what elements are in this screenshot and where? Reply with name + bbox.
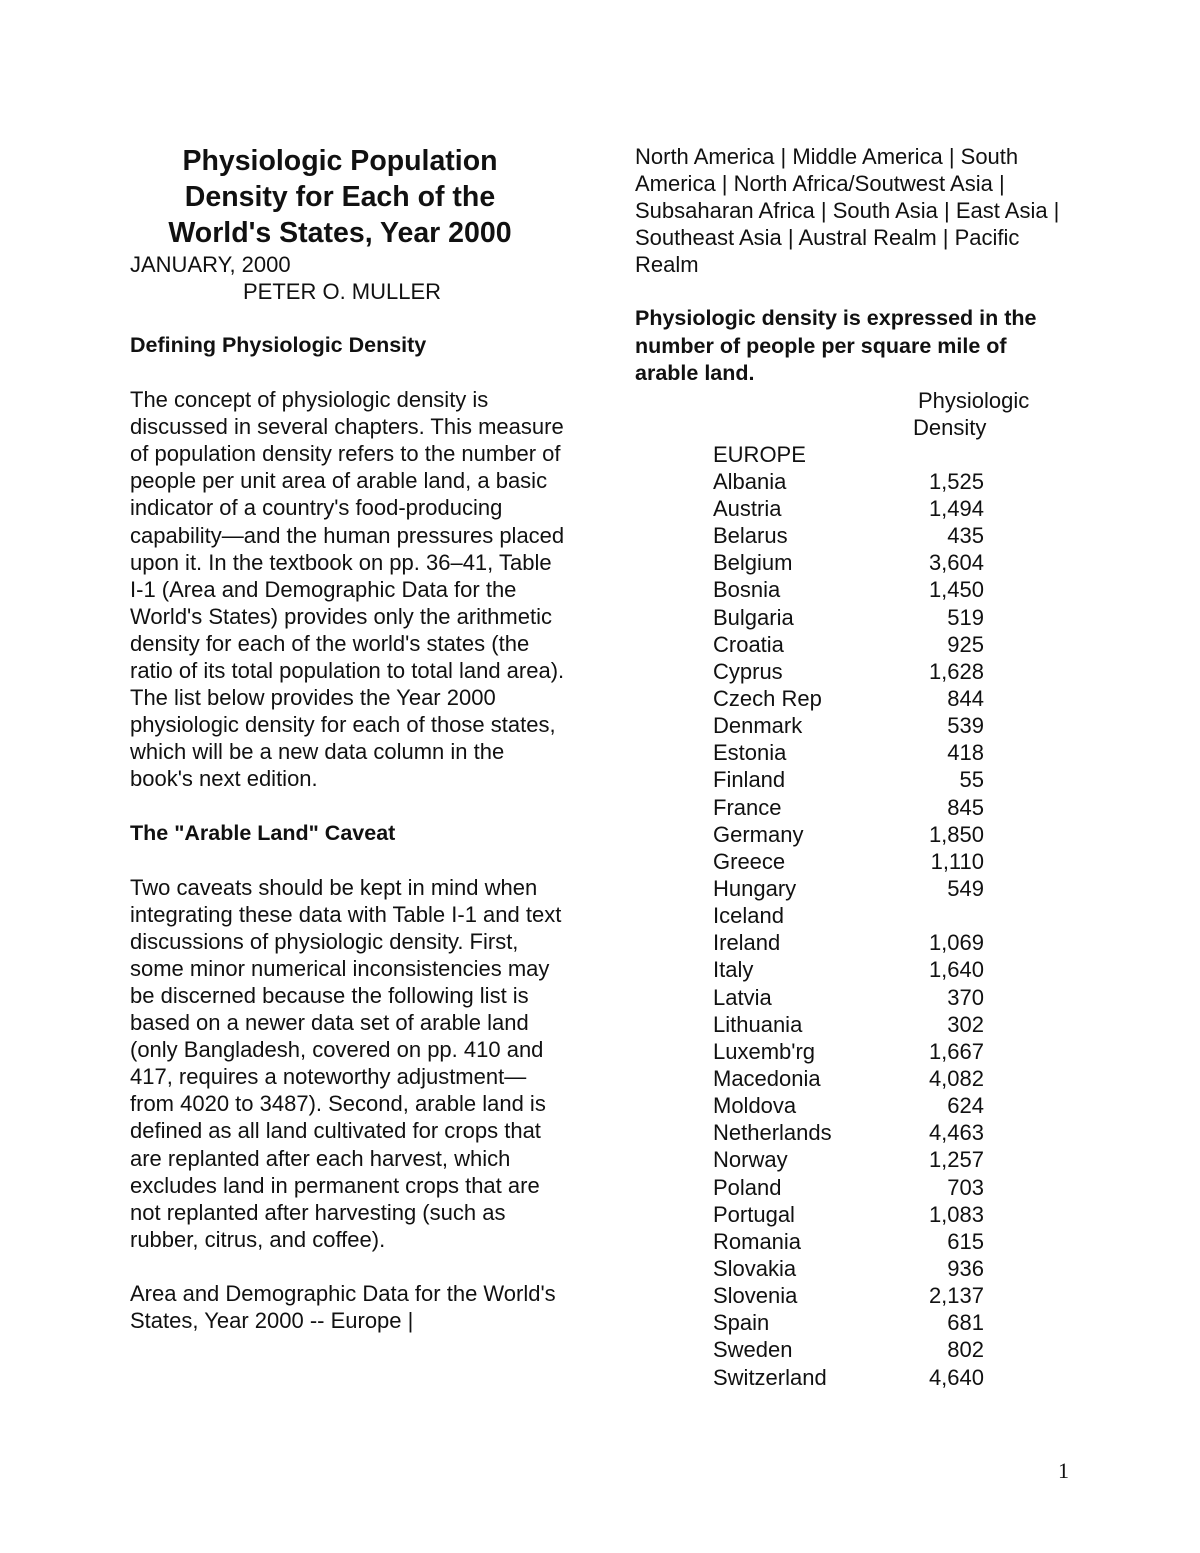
table-row bbox=[635, 685, 1075, 712]
document-date: JANUARY, 2000 bbox=[130, 252, 291, 277]
country-name: France bbox=[713, 794, 782, 820]
table-row bbox=[635, 875, 1075, 902]
table-row bbox=[635, 522, 1075, 549]
table-row bbox=[635, 712, 1075, 739]
density-value: 802 bbox=[947, 1337, 984, 1363]
density-value: 370 bbox=[947, 984, 984, 1010]
country-name: Hungary bbox=[713, 876, 797, 902]
right-column bbox=[635, 143, 1075, 1391]
density-value: 2,137 bbox=[928, 1283, 984, 1309]
density-table bbox=[635, 468, 1075, 1391]
table-row bbox=[635, 739, 1075, 766]
density-value: 703 bbox=[947, 1174, 984, 1200]
country-name: Greece bbox=[713, 848, 786, 874]
section-body-defining: The concept of physiologic density is discussed in several chapters. This measure of population density refers to the number of people per unit area of arable land, a basic indicator of a country's food-producing capability—and the human pressures placed upon it. In the textbook on pp. 36–41, Table I-1 (Area and Demographic Data for the World's States) provides only the arithmetic density for each of the world's states (the ratio of its total population to total land area). The list below provides the Year 2000 physiologic density for each of those states, which will be a new data column in the book's next edition. bbox=[130, 387, 565, 792]
density-value: 539 bbox=[947, 713, 984, 739]
density-value: 3,604 bbox=[928, 550, 984, 576]
density-value: 1,257 bbox=[928, 1147, 984, 1173]
density-value: 681 bbox=[947, 1310, 984, 1336]
density-value: 936 bbox=[947, 1255, 984, 1281]
country-name: Slovenia bbox=[713, 1283, 798, 1309]
country-name: Moldova bbox=[713, 1093, 797, 1119]
nav-region-links[interactable]: North America | Middle America | South America | North Africa/Soutwest Asia | Subsaharan Africa | South Asia | East Asia | Southeast Asia | Austral Realm | Pacific Realm bbox=[635, 144, 1060, 278]
table-row bbox=[635, 766, 1075, 793]
table-row bbox=[635, 1201, 1075, 1228]
country-name: Bosnia bbox=[713, 577, 781, 603]
density-value: 435 bbox=[947, 523, 984, 549]
density-column-header bbox=[913, 387, 1075, 441]
expressed-note: Physiologic density is expressed in the number of people per square mile of arable land. bbox=[635, 306, 1037, 385]
density-value: 4,640 bbox=[928, 1364, 984, 1390]
country-name: Spain bbox=[713, 1310, 770, 1336]
density-value: 4,463 bbox=[928, 1120, 984, 1146]
table-row bbox=[635, 658, 1075, 685]
density-header-line1: Physiologic bbox=[918, 387, 1030, 413]
left-column bbox=[130, 143, 570, 1334]
country-name: Switzerland bbox=[713, 1364, 827, 1390]
table-row bbox=[635, 576, 1075, 603]
density-value: 1,110 bbox=[930, 848, 984, 874]
density-value: 1,667 bbox=[928, 1038, 984, 1064]
country-name: Latvia bbox=[713, 984, 772, 1010]
country-name: Belarus bbox=[713, 523, 788, 549]
table-row bbox=[635, 1092, 1075, 1119]
country-name: Germany bbox=[713, 821, 804, 847]
table-row bbox=[635, 1011, 1075, 1038]
country-name: Netherlands bbox=[713, 1120, 832, 1146]
density-value: 302 bbox=[947, 1011, 984, 1037]
country-name: Albania bbox=[713, 468, 787, 494]
country-name: Estonia bbox=[713, 740, 787, 766]
table-row bbox=[635, 1255, 1075, 1282]
density-value: 1,494 bbox=[928, 496, 984, 522]
region-label-europe: EUROPE bbox=[713, 441, 806, 467]
country-name: Belgium bbox=[713, 550, 793, 576]
density-value: 55 bbox=[959, 767, 984, 793]
table-row bbox=[635, 794, 1075, 821]
density-value: 615 bbox=[947, 1228, 984, 1254]
table-row bbox=[635, 1065, 1075, 1092]
table-row bbox=[635, 1038, 1075, 1065]
density-value: 845 bbox=[947, 794, 984, 820]
section-body-caveat: Two caveats should be kept in mind when integrating these data with Table I-1 and text discussions of physiologic density. First, some minor numerical inconsistencies may be discerned because the following list is based on a newer data set of arable land (only Bangladesh, covered on pp. 410 and 417, requires a noteworthy adjustment—from 4020 to 3487). Second, arable land is defined as all land cultivated for crops that are replanted after each harvest, which excludes land in permanent crops that are not replanted after harvesting (such as rubber, citrus, and coffee). bbox=[130, 874, 562, 1252]
country-name: Ireland bbox=[713, 930, 781, 956]
density-value: 1,640 bbox=[928, 957, 984, 983]
country-name: Slovakia bbox=[713, 1255, 797, 1281]
table-row bbox=[635, 1146, 1075, 1173]
table-row bbox=[635, 631, 1075, 658]
density-value: 1,628 bbox=[928, 658, 984, 684]
table-row bbox=[635, 1336, 1075, 1363]
table-row bbox=[635, 1119, 1075, 1146]
density-value: 519 bbox=[947, 604, 984, 630]
table-row bbox=[635, 1228, 1075, 1255]
country-name: Finland bbox=[713, 767, 786, 793]
density-value: 844 bbox=[947, 686, 984, 712]
country-name: Iceland bbox=[713, 903, 784, 929]
table-row bbox=[635, 821, 1075, 848]
table-row bbox=[635, 956, 1075, 983]
density-header-line2: Density bbox=[913, 414, 987, 440]
density-value: 624 bbox=[947, 1093, 984, 1119]
density-value: 4,082 bbox=[928, 1066, 984, 1091]
table-row bbox=[635, 929, 1075, 956]
document-title: Physiologic Population Density for Each of the World's States, Year 2000 bbox=[168, 145, 512, 249]
country-name: Denmark bbox=[713, 713, 803, 739]
table-row bbox=[635, 902, 1075, 929]
country-name: Poland bbox=[713, 1174, 782, 1200]
table-row bbox=[635, 1364, 1075, 1391]
country-name: Austria bbox=[713, 496, 782, 522]
country-name: Luxemb'rg bbox=[713, 1038, 816, 1064]
country-name: Norway bbox=[713, 1147, 788, 1173]
table-row bbox=[635, 1174, 1075, 1201]
density-value: 1,069 bbox=[928, 930, 984, 956]
country-name: Romania bbox=[713, 1228, 802, 1254]
section-heading-caveat: The "Arable Land" Caveat bbox=[130, 820, 396, 845]
table-row bbox=[635, 1309, 1075, 1336]
density-value: 418 bbox=[947, 740, 984, 766]
country-name: Croatia bbox=[713, 631, 784, 657]
country-name: Cyprus bbox=[713, 658, 783, 684]
density-value: 1,450 bbox=[928, 577, 984, 603]
section-heading-defining: Defining Physiologic Density bbox=[130, 333, 427, 357]
country-name: Sweden bbox=[713, 1337, 793, 1363]
density-value: 925 bbox=[947, 631, 984, 657]
country-name: Macedonia bbox=[713, 1066, 821, 1091]
table-row bbox=[635, 848, 1075, 875]
country-name: Bulgaria bbox=[713, 604, 794, 630]
document-author: PETER O. MULLER bbox=[243, 279, 442, 304]
country-name: Italy bbox=[713, 957, 754, 983]
table-row bbox=[635, 468, 1075, 495]
table-row bbox=[635, 984, 1075, 1011]
table-row bbox=[635, 604, 1075, 631]
country-name: Czech Rep bbox=[713, 686, 822, 712]
table-row bbox=[635, 549, 1075, 576]
density-value: 549 bbox=[947, 876, 984, 902]
density-value: 1,083 bbox=[928, 1201, 984, 1227]
page-number: 1 bbox=[1058, 1458, 1069, 1483]
table-row bbox=[635, 495, 1075, 522]
nav-intro-link[interactable]: Area and Demographic Data for the World's States, Year 2000 -- Europe | bbox=[130, 1280, 556, 1333]
density-value: 1,525 bbox=[928, 468, 984, 494]
table-row bbox=[635, 1282, 1075, 1309]
country-name: Lithuania bbox=[713, 1011, 803, 1037]
country-name: Portugal bbox=[713, 1201, 795, 1227]
density-value: 1,850 bbox=[928, 821, 984, 847]
